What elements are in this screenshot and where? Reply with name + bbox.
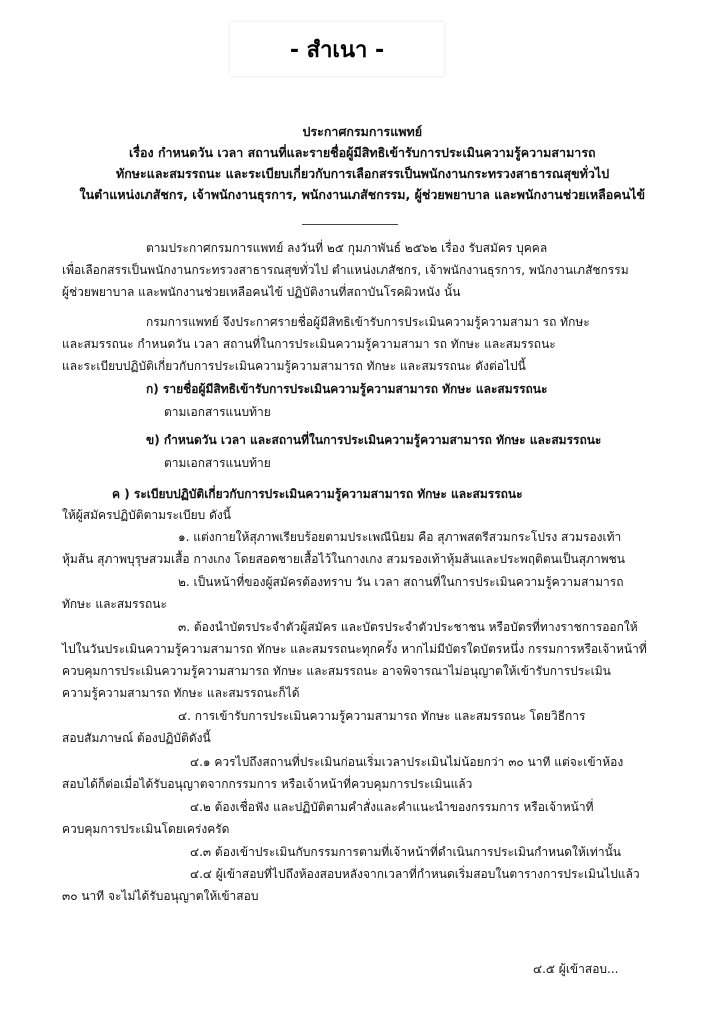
- intro-line-3: ผู้ช่วยพยาบาล และพนักงานช่วยเหลือคนไข้ ปฏิบัติงานที่สถาบันโรคผิวหนัง นั้น: [62, 285, 461, 299]
- rule-3-line-3: ควบคุมการประเมินความรู้ความสามารถ ทักษะ และสมรรถนะ อาจพิจารณาไม่อนุญาตให้เข้ารับการประเมิน: [62, 664, 611, 678]
- rule-4-1-line-1: ๔.๑ ควรไปถึงสถานที่ประเมินก่อนเริ่มเวลาประเมินไม่น้อยกว่า ๓๐ นาที แต่จะเข้าห้อง: [190, 755, 624, 769]
- rule-3-line-1: ๓. ต้องนำบัตรประจำตัวผู้สมัคร และบัตรประจำตัวประชาชน หรือบัตรที่ทางราชการออกให้: [178, 620, 638, 634]
- rule-4-4-line-2: ๓๐ นาที จะไม่ได้รับอนุญาตให้เข้าสอบ: [62, 889, 259, 903]
- section-b-body: ตามเอกสารแนบท้าย: [164, 456, 271, 470]
- rule-2-line-2: ทักษะ และสมรรถนะ: [62, 597, 167, 611]
- continuation-marker: ๔.๕ ผู้เข้าสอบ...: [533, 962, 619, 976]
- rule-4-2-line-2: ควบคุมการประเมินโดยเคร่งครัด: [62, 822, 230, 836]
- section-c-lead: ให้ผู้สมัครปฏิบัติตามระเบียบ ดังนี้: [62, 508, 231, 522]
- copy-stamp: - สำเนา -: [230, 22, 444, 76]
- rule-4-line-1: ๔. การเข้ารับการประเมินความรู้ความสามารถ ทักษะ และสมรรถนะ โดยวิธีการ: [178, 709, 586, 723]
- title-divider: [302, 224, 398, 225]
- title-line-2: ทักษะและสมรรถนะ และระเบียบเกี่ยวกับการเลือกสรรเป็นพนักงานกระทรวงสาธารณสุขทั่วไป: [116, 166, 610, 181]
- announce-line-3: และระเบียบปฏิบัติเกี่ยวกับการประเมินความรู้ความสามารถ ทักษะ และสมรรถนะ ดังต่อไปนี้: [62, 359, 526, 373]
- rule-4-3: ๔.๓ ต้องเข้าประเมินกับกรรมการตามที่เจ้าหน้าที่ดำเนินการประเมินกำหนดให้เท่านั้น: [190, 845, 621, 859]
- rule-2-line-1: ๒. เป็นหน้าที่ของผู้สมัครต้องทราบ วัน เวลา สถานที่ในการประเมินความรู้ความสามารถ: [178, 575, 624, 589]
- title-line-3: ในตำแหน่งเภสัชกร, เจ้าพนักงานธุรการ, พนักงานเภสัชกรรม, ผู้ช่วยพยาบาล และพนักงานช่วยเหลือคนไข้: [79, 187, 645, 202]
- section-c-heading: ค ) ระเบียบปฏิบัติเกี่ยวกับการประเมินความรู้ความสามารถ ทักษะ และสมรรถนะ: [112, 487, 523, 501]
- announce-line-2: และสมรรถนะ กำหนดวัน เวลา สถานที่ในการประเมินความรู้ความสามา รถ ทักษะ และสมรรถนะ: [62, 337, 556, 351]
- intro-line-2: เพื่อเลือกสรรเป็นพนักงานกระทรวงสาธารณสุขทั่วไป ตำแหน่งเภสัชกร, เจ้าพนักงานธุรการ, พนักงานเภสัชกรรม: [62, 263, 629, 277]
- intro-line-1: ตามประกาศกรมการแพทย์ ลงวันที่ ๒๕ กุมภาพันธ์ ๒๕๖๒ เรื่อง รับสมัคร บุคคล: [146, 241, 548, 255]
- announce-line-1: กรมการแพทย์ จึงประกาศรายชื่อผู้มีสิทธิเข้ารับการประเมินความรู้ความสามา รถ ทักษะ: [146, 315, 590, 329]
- rule-4-4-line-1: ๔.๔ ผู้เข้าสอบที่ไปถึงห้องสอบหลังจากเวลาที่กำหนดเริ่มสอบในตารางการประเมินไปแล้ว: [190, 867, 640, 881]
- rule-1-line-1: ๑. แต่งกายให้สุภาพเรียบร้อยตามประเพณีนิยม คือ สุภาพสตรีสวมกระโปรง สวมรองเท้า: [178, 530, 622, 544]
- announcement-header: ประกาศกรมการแพทย์: [302, 124, 423, 139]
- section-a-body: ตามเอกสารแนบท้าย: [164, 405, 271, 419]
- rule-1-line-2: หุ้มส้น สุภาพบุรุษสวมเสื้อ กางเกง โดยสอดชายเสื้อไว้ในกางเกง สวมรองเท้าหุ้มส้นและประพฤติตนเป็นสุภาพชน: [62, 552, 625, 566]
- section-a-heading: ก) รายชื่อผู้มีสิทธิเข้ารับการประเมินความรู้ความสามารถ ทักษะ และสมรรถนะ: [146, 382, 548, 396]
- title-subject-line: เรื่อง กำหนดวัน เวลา สถานที่และรายชื่อผู้มีสิทธิเข้ารับการประเมินความรู้ความสามารถ: [129, 145, 596, 160]
- rule-3-line-2: ไปในวันประเมินความรู้ความสามารถ ทักษะ และสมรรถนะทุกครั้ง หากไม่มีบัตรใดบัตรหนึ่ง กรรมการหรือเจ้าหน้าที่: [62, 642, 647, 656]
- section-b-heading: ข) กำหนดวัน เวลา และสถานที่ในการประเมินความรู้ความสามารถ ทักษะ และสมรรถนะ: [146, 433, 602, 447]
- rule-4-line-2: สอบสัมภาษณ์ ต้องปฏิบัติดังนี้: [62, 731, 211, 745]
- rule-4-1-line-2: สอบได้ก็ต่อเมื่อได้รับอนุญาตจากกรรมการ หรือเจ้าหน้าที่ควบคุมการประเมินแล้ว: [62, 777, 473, 791]
- rule-4-2-line-1: ๔.๒ ต้องเชื่อฟัง และปฏิบัติตามคำสั่งและคำแนะนำของกรรมการ หรือเจ้าหน้าที่: [190, 800, 594, 814]
- rule-3-line-4: ความรู้ความสามารถ ทักษะ และสมรรถนะก็ได้: [62, 686, 300, 700]
